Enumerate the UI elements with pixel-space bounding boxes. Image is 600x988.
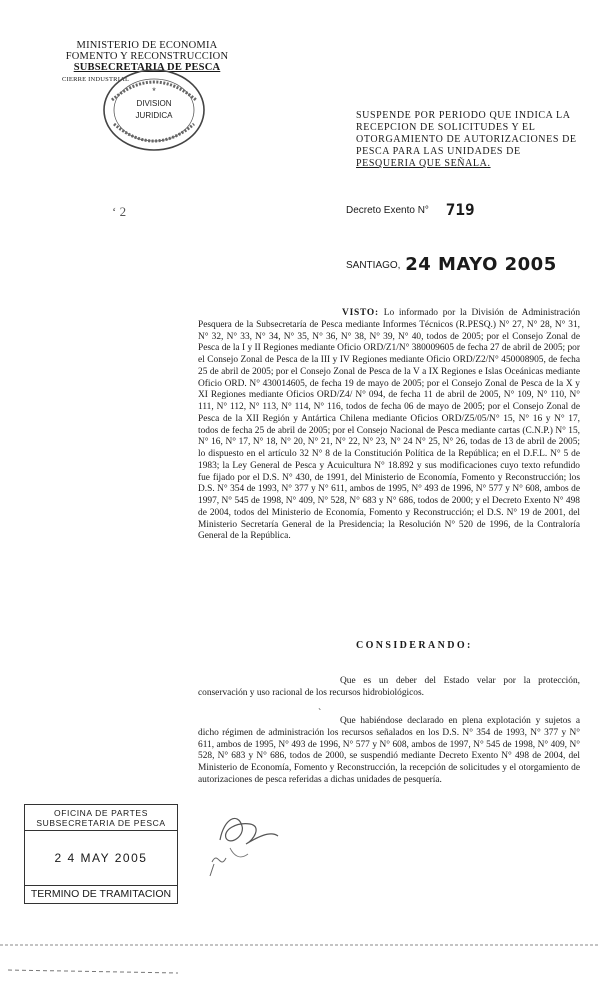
place: SANTIAGO,	[346, 260, 401, 271]
stamp-subsecretaria: SUBSECRETARIA DE PESCA	[25, 818, 177, 831]
decree-label: Decreto Exento N°	[346, 205, 429, 216]
scan-edge-line	[0, 943, 600, 947]
oficina-partes-stamp	[24, 804, 178, 904]
stamp-date: 2 4 MAY 2005	[54, 851, 148, 865]
ministry-line-1: MINISTERIO DE ECONOMIA	[76, 40, 218, 51]
subject-line-1: SUSPENDE POR PERIODO QUE INDICA LA	[356, 110, 571, 121]
scan-bottom-dash	[8, 968, 178, 974]
handwritten-signature	[190, 800, 310, 880]
division-juridica-seal	[92, 66, 216, 156]
decree-date: 24 MAYO 2005	[405, 254, 557, 275]
stamp-office: OFICINA DE PARTES	[54, 808, 148, 818]
considerando-paragraph-1: Que es un deber del Estado velar por la protección, conservación y uso racional de los recursos hidrobiológicos.	[198, 676, 580, 698]
ministry-line-2: FOMENTO Y RECONSTRUCCION	[65, 51, 229, 62]
considerando-paragraph-2: Que habiéndose declarado en plena explotación y sujetos a dicho régimen de administración los recursos señalados en los D.S. N° 354 de 1993, N° 377 y N° 611, ambos de 1995, N° 493 de 1996, N° 577 y N° 608, ambos de 1997, N° 545 de 1998, N° 409, N° 528, N° 683 y N° 686, todos de 2000, se suspendió mediante Decreto Exento N° 498 de 2004, del Ministerio de Economía, Fomento y Reconstrucción, la recepción de solicitudes y el otorgamiento de autorizaciones de pesca referidas a dichas unidades de pesquería.	[198, 716, 580, 785]
place-date-line	[346, 254, 557, 275]
subject-line-2: RECEPCION DE SOLICITUDES Y EL	[356, 122, 536, 133]
stray-mark: `	[318, 708, 322, 719]
stamp-footer: TERMINO DE TRAMITACION	[25, 885, 177, 900]
letterhead-small-line: CIERRE INDUSTRIAL	[62, 76, 130, 83]
margin-mark: ‘ 2	[112, 204, 127, 219]
visto-label: VISTO:	[342, 308, 379, 318]
svg-text:DIVISION: DIVISION	[136, 99, 172, 108]
subsecretaria-line: SUBSECRETARIA DE PESCA	[73, 62, 221, 73]
svg-text:*: *	[152, 86, 156, 96]
decree-number: 719	[445, 200, 475, 219]
decree-number-line	[346, 200, 475, 219]
visto-text: Lo informado por la División de Administración Pesquera de la Subsecretaría de Pesca mediante Informes Técnicos (R.PESQ.) N° 27, N° 28, N° 31, N° 32, N° 33, N° 34, N° 35, N° 36, N° 38, N° 39, N° 40, todos de 2005; por el Consejo Zonal de Pesca de la I y II Regiones mediante Oficio ORD/Z1/N° 380009605 de fecha 27 de abril de 2005; por el Consejo Zonal de Pesca de la III y IV Regiones mediante Oficio ORD/Z2/N° 450008905, de fecha 25 de abril de 2005; por el Consejo Zonal de Pesca de la V a IX Regiones e Islas Oceánicas mediante Oficio ORD. N° 430014605, de fecha 19 de mayo de 2005; por el Consejo Zonal de Pesca de la X y XI Regiones mediante Oficios ORD/Z4/ N° 094, de fecha 11 de abril de 2005, N° 109, N° 110, N° 111, N° 112, N° 113, N° 114, N° 116, todos de fecha 06 de mayo de 2005; por el Consejo Zonal de Pesca de la XII Región y Antártica Chilena mediante Oficios ORD/Z5/05/N° 15, N° 16 y N° 17, todos de fecha 25 de abril de 2005; por el Consejo Nacional de Pesca mediante cartas (C.N.P.) N° 15, N° 16, N° 17, N° 18, N° 20, N° 21, N° 22, N° 23, N° 24 N° 25, N° 26, todas de 13 de abril de 2005; lo dispuesto en el artículo 32 N° 8 de la Constitución Política de la República; en el D.F.L. N° 5 de 1983; la Ley General de Pesca y Acuicultura N° 18.892 y sus modificaciones cuyo texto refundido fue fijado por el D.S. N° 430, de 1991, del Ministerio de Economía, Fomento y Reconstrucción; los D.S. N° 354 de 1993, N° 377 y N° 611, ambos de 1995, N° 493 de 1996, N° 577 y N° 608, ambos de 1997, N° 545 de 1998, N° 409, N° 528, N° 683 y N° 686, todos de 2000; y el Decreto Exento N° 498 de 2004, todos del Ministerio de Economía, Fomento y Reconstrucción; el D.S. N° 19 de 2001, del Ministerio Secretaría General de la Presidencia; la Resolución N° 520 de 1996, de la Contraloría General de la República.	[198, 308, 581, 542]
svg-text:JURIDICA: JURIDICA	[135, 111, 173, 120]
visto-paragraph	[198, 308, 580, 543]
decree-subject	[356, 110, 578, 170]
subject-line-5: PESQUERIA QUE SEÑALA.	[356, 158, 491, 169]
subject-line-4: PESCA PARA LAS UNIDADES DE	[356, 146, 521, 157]
considerando-heading: CONSIDERANDO:	[356, 640, 473, 651]
subject-line-3: OTORGAMIENTO DE AUTORIZACIONES DE	[356, 134, 577, 145]
